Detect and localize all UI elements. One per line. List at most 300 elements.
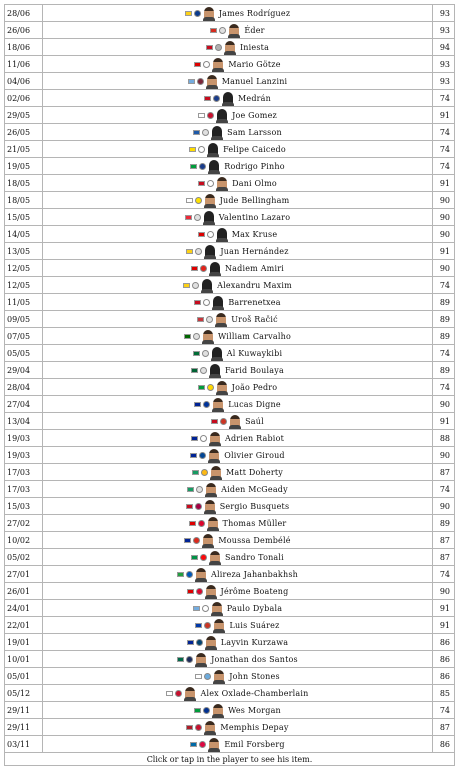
player-rating: 74 bbox=[433, 702, 455, 719]
table-row[interactable] bbox=[5, 141, 455, 158]
player-rating: 74 bbox=[433, 566, 455, 583]
table-row[interactable] bbox=[5, 498, 455, 515]
club-badge-icon bbox=[196, 639, 203, 646]
row-date: 22/01 bbox=[5, 617, 43, 634]
table-row[interactable] bbox=[5, 260, 455, 277]
nation-flag-icon bbox=[193, 606, 200, 611]
player-cell[interactable] bbox=[43, 243, 433, 260]
table-row[interactable] bbox=[5, 328, 455, 345]
table-row[interactable] bbox=[5, 617, 455, 634]
sbc-history-list bbox=[4, 4, 454, 766]
player-rating: 88 bbox=[433, 430, 455, 447]
nation-flag-icon bbox=[177, 657, 184, 662]
row-date: 29/11 bbox=[5, 719, 43, 736]
player-face-icon bbox=[206, 636, 216, 649]
row-date: 26/01 bbox=[5, 583, 43, 600]
player-rating: 91 bbox=[433, 243, 455, 260]
club-badge-icon bbox=[215, 44, 222, 51]
player-face-icon bbox=[206, 585, 216, 598]
player-cell[interactable] bbox=[43, 481, 433, 498]
row-date: 28/06 bbox=[5, 5, 43, 22]
table-row[interactable] bbox=[5, 566, 455, 583]
player-rating: 89 bbox=[433, 515, 455, 532]
player-cell[interactable] bbox=[43, 430, 433, 447]
club-badge-icon bbox=[199, 452, 206, 459]
row-date: 13/04 bbox=[5, 413, 43, 430]
row-date: 11/06 bbox=[5, 56, 43, 73]
club-badge-icon bbox=[195, 724, 202, 731]
row-date: 11/05 bbox=[5, 294, 43, 311]
player-name: Mario Götze bbox=[228, 59, 281, 69]
table-row[interactable] bbox=[5, 175, 455, 192]
player-face-icon bbox=[212, 126, 222, 139]
club-badge-icon bbox=[194, 10, 201, 17]
nation-flag-icon bbox=[190, 453, 197, 458]
table-row[interactable] bbox=[5, 90, 455, 107]
player-cell[interactable] bbox=[43, 634, 433, 651]
player-rating: 74 bbox=[433, 141, 455, 158]
player-rating: 87 bbox=[433, 719, 455, 736]
row-date: 05/01 bbox=[5, 668, 43, 685]
club-badge-icon bbox=[200, 435, 207, 442]
row-date: 05/05 bbox=[5, 345, 43, 362]
player-face-icon bbox=[212, 602, 222, 615]
row-date: 17/03 bbox=[5, 464, 43, 481]
table-row[interactable] bbox=[5, 634, 455, 651]
player-name: Adrien Rabiot bbox=[225, 433, 284, 443]
table-row[interactable] bbox=[5, 481, 455, 498]
club-badge-icon bbox=[220, 418, 227, 425]
club-badge-icon bbox=[198, 146, 205, 153]
player-name: Alireza Jahanbakhsh bbox=[211, 569, 298, 579]
row-date: 27/04 bbox=[5, 396, 43, 413]
player-cell[interactable] bbox=[43, 583, 433, 600]
player-name: Manuel Lanzini bbox=[221, 76, 288, 86]
player-face-icon bbox=[207, 75, 217, 88]
nation-flag-icon bbox=[185, 215, 192, 220]
row-date: 18/06 bbox=[5, 39, 43, 56]
player-rating: 91 bbox=[433, 107, 455, 124]
table-row[interactable] bbox=[5, 532, 455, 549]
player-face-icon bbox=[214, 670, 224, 683]
player-face-icon bbox=[205, 721, 215, 734]
player-cell[interactable] bbox=[43, 328, 433, 345]
player-name: Saúl bbox=[245, 416, 264, 426]
club-badge-icon bbox=[194, 214, 201, 221]
player-name: Aiden McGeady bbox=[221, 484, 288, 494]
player-cell[interactable] bbox=[43, 515, 433, 532]
player-face-icon bbox=[205, 245, 215, 258]
player-rating: 74 bbox=[433, 345, 455, 362]
player-rating: 90 bbox=[433, 396, 455, 413]
player-name: Moussa Dembélé bbox=[218, 535, 291, 545]
row-date: 28/04 bbox=[5, 379, 43, 396]
player-rating: 85 bbox=[433, 685, 455, 702]
player-face-icon bbox=[223, 92, 233, 105]
player-cell[interactable] bbox=[43, 39, 433, 56]
table-row[interactable] bbox=[5, 685, 455, 702]
club-badge-icon bbox=[192, 282, 199, 289]
player-name: Iniesta bbox=[239, 42, 270, 52]
nation-flag-icon bbox=[191, 555, 198, 560]
player-cell[interactable] bbox=[43, 396, 433, 413]
nation-flag-icon bbox=[211, 419, 218, 424]
table-row[interactable] bbox=[5, 447, 455, 464]
player-cell[interactable] bbox=[43, 294, 433, 311]
club-badge-icon bbox=[196, 588, 203, 595]
player-rating: 89 bbox=[433, 294, 455, 311]
nation-flag-icon bbox=[197, 317, 204, 322]
player-face-icon bbox=[210, 262, 220, 275]
player-name: Wes Morgan bbox=[228, 705, 281, 715]
player-name: Sam Larsson bbox=[227, 127, 282, 137]
player-face-icon bbox=[203, 534, 213, 547]
player-face-icon bbox=[206, 483, 216, 496]
player-cell[interactable] bbox=[43, 56, 433, 73]
player-face-icon bbox=[213, 296, 223, 309]
player-cell[interactable] bbox=[43, 600, 433, 617]
player-rating: 91 bbox=[433, 600, 455, 617]
row-date: 29/11 bbox=[5, 702, 43, 719]
player-face-icon bbox=[196, 653, 206, 666]
row-date: 05/12 bbox=[5, 685, 43, 702]
player-name: Dani Olmo bbox=[232, 178, 277, 188]
player-cell[interactable] bbox=[43, 413, 433, 430]
table-row[interactable] bbox=[5, 73, 455, 90]
nation-flag-icon bbox=[198, 232, 205, 237]
row-date: 26/06 bbox=[5, 22, 43, 39]
club-badge-icon bbox=[207, 384, 214, 391]
table-row[interactable] bbox=[5, 719, 455, 736]
club-badge-icon bbox=[199, 163, 206, 170]
player-cell[interactable] bbox=[43, 158, 433, 175]
table-row[interactable] bbox=[5, 362, 455, 379]
table-row[interactable] bbox=[5, 668, 455, 685]
player-cell[interactable] bbox=[43, 362, 433, 379]
table-row[interactable] bbox=[5, 430, 455, 447]
player-table bbox=[4, 4, 455, 766]
nation-flag-icon bbox=[191, 436, 198, 441]
table-row[interactable] bbox=[5, 192, 455, 209]
player-cell[interactable] bbox=[43, 668, 433, 685]
player-cell[interactable] bbox=[43, 141, 433, 158]
player-cell[interactable] bbox=[43, 73, 433, 90]
table-row[interactable] bbox=[5, 515, 455, 532]
player-face-icon bbox=[204, 211, 214, 224]
player-cell[interactable] bbox=[43, 311, 433, 328]
table-row[interactable] bbox=[5, 413, 455, 430]
club-badge-icon bbox=[207, 112, 214, 119]
player-face-icon bbox=[208, 517, 218, 530]
club-badge-icon bbox=[197, 78, 204, 85]
row-date: 19/03 bbox=[5, 447, 43, 464]
table-row[interactable] bbox=[5, 56, 455, 73]
player-rating: 87 bbox=[433, 549, 455, 566]
player-rating: 90 bbox=[433, 260, 455, 277]
player-cell[interactable] bbox=[43, 447, 433, 464]
player-cell[interactable] bbox=[43, 566, 433, 583]
player-rating: 90 bbox=[433, 583, 455, 600]
nation-flag-icon bbox=[185, 11, 192, 16]
table-row[interactable] bbox=[5, 22, 455, 39]
nation-flag-icon bbox=[166, 691, 173, 696]
row-date: 12/05 bbox=[5, 277, 43, 294]
player-rating: 74 bbox=[433, 277, 455, 294]
player-face-icon bbox=[210, 551, 220, 564]
nation-flag-icon bbox=[194, 708, 201, 713]
player-cell[interactable] bbox=[43, 90, 433, 107]
player-rating: 87 bbox=[433, 532, 455, 549]
row-date: 10/02 bbox=[5, 532, 43, 549]
player-cell[interactable] bbox=[43, 22, 433, 39]
nation-flag-icon bbox=[187, 589, 194, 594]
player-face-icon bbox=[210, 364, 220, 377]
player-cell[interactable] bbox=[43, 498, 433, 515]
player-face-icon bbox=[204, 7, 214, 20]
player-cell[interactable] bbox=[43, 5, 433, 22]
nation-flag-icon bbox=[204, 96, 211, 101]
player-name: Felipe Caicedo bbox=[223, 144, 286, 154]
club-badge-icon bbox=[206, 316, 213, 323]
player-cell[interactable] bbox=[43, 379, 433, 396]
player-rating: 86 bbox=[433, 736, 455, 753]
table-row[interactable] bbox=[5, 243, 455, 260]
nation-flag-icon bbox=[198, 181, 205, 186]
player-cell[interactable] bbox=[43, 464, 433, 481]
club-badge-icon bbox=[204, 673, 211, 680]
table-row[interactable] bbox=[5, 549, 455, 566]
nation-flag-icon bbox=[193, 351, 200, 356]
table-row[interactable] bbox=[5, 464, 455, 481]
player-cell[interactable] bbox=[43, 192, 433, 209]
player-face-icon bbox=[217, 177, 227, 190]
player-name: Emil Forsberg bbox=[224, 739, 285, 749]
player-rating: 93 bbox=[433, 5, 455, 22]
club-badge-icon bbox=[202, 129, 209, 136]
table-row[interactable] bbox=[5, 294, 455, 311]
player-name: James Rodríguez bbox=[218, 8, 291, 18]
player-rating: 74 bbox=[433, 124, 455, 141]
table-row[interactable] bbox=[5, 583, 455, 600]
player-rating: 93 bbox=[433, 73, 455, 90]
player-cell[interactable] bbox=[43, 175, 433, 192]
nation-flag-icon bbox=[187, 640, 194, 645]
nation-flag-icon bbox=[192, 470, 199, 475]
club-badge-icon bbox=[195, 197, 202, 204]
table-row[interactable] bbox=[5, 600, 455, 617]
nation-flag-icon bbox=[186, 198, 193, 203]
nation-flag-icon bbox=[210, 28, 217, 33]
player-face-icon bbox=[196, 568, 206, 581]
table-row[interactable] bbox=[5, 736, 455, 753]
table-row[interactable] bbox=[5, 651, 455, 668]
table-row[interactable] bbox=[5, 107, 455, 124]
nation-flag-icon bbox=[194, 300, 201, 305]
club-badge-icon bbox=[203, 61, 210, 68]
player-face-icon bbox=[213, 58, 223, 71]
nation-flag-icon bbox=[194, 402, 201, 407]
player-rating: 90 bbox=[433, 498, 455, 515]
player-name: Medrán bbox=[238, 93, 271, 103]
player-name: Valentino Lazaro bbox=[218, 212, 291, 222]
player-name: João Pedro bbox=[231, 382, 278, 392]
player-name: Matt Doherty bbox=[225, 467, 283, 477]
club-badge-icon bbox=[207, 180, 214, 187]
player-name: Uroš Račić bbox=[231, 314, 278, 324]
club-badge-icon bbox=[186, 571, 193, 578]
nation-flag-icon bbox=[190, 164, 197, 169]
player-cell[interactable] bbox=[43, 107, 433, 124]
row-date: 18/05 bbox=[5, 175, 43, 192]
player-table-body bbox=[5, 5, 455, 753]
player-rating: 93 bbox=[433, 22, 455, 39]
player-name: Farid Boulaya bbox=[225, 365, 284, 375]
club-badge-icon bbox=[207, 231, 214, 238]
table-row[interactable] bbox=[5, 124, 455, 141]
club-badge-icon bbox=[198, 520, 205, 527]
nation-flag-icon bbox=[186, 725, 193, 730]
player-name: Alex Oxlade-Chamberlain bbox=[200, 688, 309, 698]
player-cell[interactable] bbox=[43, 617, 433, 634]
nation-flag-icon bbox=[187, 487, 194, 492]
player-name: Jérôme Boateng bbox=[220, 586, 289, 596]
club-badge-icon bbox=[213, 95, 220, 102]
player-face-icon bbox=[208, 143, 218, 156]
row-date: 18/05 bbox=[5, 192, 43, 209]
table-row[interactable] bbox=[5, 226, 455, 243]
player-face-icon bbox=[217, 228, 227, 241]
club-badge-icon bbox=[195, 503, 202, 510]
club-badge-icon bbox=[202, 605, 209, 612]
club-badge-icon bbox=[175, 690, 182, 697]
nation-flag-icon bbox=[186, 249, 193, 254]
nation-flag-icon bbox=[191, 368, 198, 373]
player-rating: 89 bbox=[433, 362, 455, 379]
club-badge-icon bbox=[202, 350, 209, 357]
player-face-icon bbox=[214, 619, 224, 632]
player-cell[interactable] bbox=[43, 124, 433, 141]
club-badge-icon bbox=[195, 248, 202, 255]
player-name: Thomas Müller bbox=[222, 518, 287, 528]
player-cell[interactable] bbox=[43, 260, 433, 277]
nation-flag-icon bbox=[198, 113, 205, 118]
row-date: 27/01 bbox=[5, 566, 43, 583]
player-rating: 89 bbox=[433, 311, 455, 328]
nation-flag-icon bbox=[184, 334, 191, 339]
player-name: Joe Gomez bbox=[232, 110, 277, 120]
table-row[interactable] bbox=[5, 277, 455, 294]
table-row[interactable] bbox=[5, 39, 455, 56]
row-date: 02/06 bbox=[5, 90, 43, 107]
row-date: 05/02 bbox=[5, 549, 43, 566]
player-name: Paulo Dybala bbox=[226, 603, 283, 613]
player-name: Lucas Digne bbox=[228, 399, 281, 409]
nation-flag-icon bbox=[186, 504, 193, 509]
player-cell[interactable] bbox=[43, 226, 433, 243]
player-name: Rodrigo Pinho bbox=[224, 161, 285, 171]
player-name: Alexandru Maxim bbox=[217, 280, 292, 290]
row-date: 15/05 bbox=[5, 209, 43, 226]
row-date: 12/05 bbox=[5, 260, 43, 277]
player-face-icon bbox=[205, 194, 215, 207]
player-rating: 74 bbox=[433, 90, 455, 107]
table-row[interactable] bbox=[5, 158, 455, 175]
row-date: 17/03 bbox=[5, 481, 43, 498]
nation-flag-icon bbox=[198, 385, 205, 390]
player-cell[interactable] bbox=[43, 277, 433, 294]
club-badge-icon bbox=[199, 741, 206, 748]
player-rating: 86 bbox=[433, 634, 455, 651]
row-date: 29/05 bbox=[5, 107, 43, 124]
player-cell[interactable] bbox=[43, 209, 433, 226]
table-row[interactable] bbox=[5, 379, 455, 396]
table-row[interactable] bbox=[5, 5, 455, 22]
player-name: Max Kruse bbox=[231, 229, 278, 239]
player-cell[interactable] bbox=[43, 685, 433, 702]
player-cell[interactable] bbox=[43, 549, 433, 566]
row-date: 10/01 bbox=[5, 651, 43, 668]
nation-flag-icon bbox=[183, 283, 190, 288]
player-cell[interactable] bbox=[43, 719, 433, 736]
table-row[interactable] bbox=[5, 345, 455, 362]
player-cell[interactable] bbox=[43, 345, 433, 362]
club-badge-icon bbox=[200, 265, 207, 272]
player-face-icon bbox=[230, 415, 240, 428]
player-rating: 87 bbox=[433, 464, 455, 481]
row-date: 19/03 bbox=[5, 430, 43, 447]
table-row[interactable] bbox=[5, 209, 455, 226]
player-name: Olivier Giroud bbox=[224, 450, 285, 460]
player-cell[interactable] bbox=[43, 736, 433, 753]
player-name: Éder bbox=[244, 25, 265, 35]
player-cell[interactable] bbox=[43, 702, 433, 719]
row-date: 14/05 bbox=[5, 226, 43, 243]
player-face-icon bbox=[213, 398, 223, 411]
row-date: 19/01 bbox=[5, 634, 43, 651]
nation-flag-icon bbox=[191, 266, 198, 271]
player-face-icon bbox=[216, 313, 226, 326]
nation-flag-icon bbox=[195, 674, 202, 679]
nation-flag-icon bbox=[189, 521, 196, 526]
player-name: Jonathan dos Santos bbox=[211, 654, 298, 664]
row-date: 26/05 bbox=[5, 124, 43, 141]
player-name: Nadiem Amiri bbox=[224, 263, 285, 273]
player-face-icon bbox=[203, 330, 213, 343]
table-row[interactable] bbox=[5, 702, 455, 719]
player-cell[interactable] bbox=[43, 651, 433, 668]
table-row[interactable] bbox=[5, 396, 455, 413]
table-row[interactable] bbox=[5, 311, 455, 328]
player-name: Sergio Busquets bbox=[219, 501, 290, 511]
player-name: Luis Suárez bbox=[229, 620, 280, 630]
player-rating: 91 bbox=[433, 617, 455, 634]
player-rating: 90 bbox=[433, 447, 455, 464]
club-badge-icon bbox=[203, 401, 210, 408]
player-rating: 90 bbox=[433, 226, 455, 243]
player-name: Sandro Tonali bbox=[225, 552, 284, 562]
player-rating: 86 bbox=[433, 668, 455, 685]
player-name: Jude Bellingham bbox=[219, 195, 290, 205]
player-name: Al Kuwaykibi bbox=[226, 348, 283, 358]
club-badge-icon bbox=[186, 656, 193, 663]
player-rating: 94 bbox=[433, 39, 455, 56]
row-date: 13/05 bbox=[5, 243, 43, 260]
row-date: 07/05 bbox=[5, 328, 43, 345]
row-date: 15/03 bbox=[5, 498, 43, 515]
player-rating: 91 bbox=[433, 175, 455, 192]
player-cell[interactable] bbox=[43, 532, 433, 549]
nation-flag-icon bbox=[206, 45, 213, 50]
